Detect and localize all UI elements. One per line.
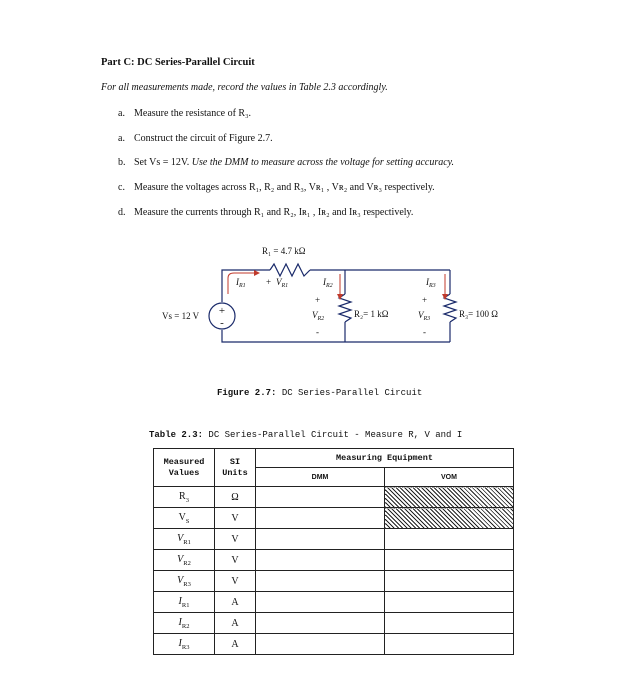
ir3-label: $I_{R3}$ — [426, 277, 436, 289]
vr2-label: $V_{R2}$ — [312, 310, 325, 322]
step-letter: a. — [118, 133, 125, 144]
step-text: Measure the voltages across R₁, R₂ and R₃, Vʀ₁ , Vʀ₂ and Vʀ₃ respectively. — [134, 182, 435, 193]
header-si-units: SI Units — [215, 449, 256, 487]
measured-quantity — [154, 550, 215, 571]
si-unit: V — [215, 571, 256, 592]
circuit-wires — [222, 270, 450, 342]
si-unit: A — [215, 592, 256, 613]
vom-value-cell[interactable] — [385, 529, 514, 550]
dmm-value-cell[interactable] — [256, 592, 385, 613]
vom-value-cell[interactable] — [385, 550, 514, 571]
circuit-diagram — [150, 238, 510, 368]
measured-quantity — [154, 487, 215, 508]
table-row — [154, 487, 514, 508]
si-unit: A — [215, 634, 256, 655]
table-row — [154, 634, 514, 655]
vom-value-cell[interactable] — [385, 592, 514, 613]
vom-cell-hatched — [385, 487, 514, 508]
si-unit: V — [215, 529, 256, 550]
step-text: Measure the resistance of R₃. — [134, 108, 252, 119]
figure-caption-text: DC Series-Parallel Circuit — [276, 388, 423, 398]
source-minus: - — [220, 317, 224, 329]
vom-cell-hatched — [385, 508, 514, 529]
step-text: Set Vs = 12V. — [134, 157, 192, 168]
table-row — [154, 529, 514, 550]
instruction-text: For all measurements made, record the values in Table 2.3 accordingly. — [101, 82, 388, 93]
si-unit: V — [215, 508, 256, 529]
figure-caption — [217, 388, 422, 398]
step-letter: c. — [118, 182, 125, 193]
si-unit: A — [215, 613, 256, 634]
dmm-value-cell[interactable] — [256, 613, 385, 634]
quantity-symbol: V — [177, 532, 184, 544]
ir2-label: $I_{R2}$ — [323, 277, 333, 289]
si-unit: V — [215, 550, 256, 571]
vom-value-cell[interactable] — [385, 571, 514, 592]
quantity-symbol: R — [179, 490, 186, 502]
measured-quantity — [154, 592, 215, 613]
quantity-symbol: I — [178, 637, 182, 649]
quantity-subscript: R2 — [183, 559, 191, 567]
vr2-plus: + — [315, 295, 321, 305]
ir1-arrowhead-icon — [254, 270, 260, 276]
r1-label: R₁ = 4.7 kΩ — [262, 246, 306, 256]
step-construct-circuit — [118, 133, 273, 144]
source-plus: + — [218, 305, 226, 317]
table-caption-text: DC Series-Parallel Circuit - Measure R, V and I — [203, 430, 463, 440]
step-measure-voltages — [118, 182, 435, 193]
quantity-subscript: R3 — [183, 580, 191, 588]
measured-quantity — [154, 508, 215, 529]
dmm-value-cell[interactable] — [256, 571, 385, 592]
ir1-label: $I_{R1}$ — [236, 277, 246, 289]
step-text-italic: Use the DMM to measure across the voltage for setting accuracy. — [191, 157, 455, 168]
vom-value-cell[interactable] — [385, 634, 514, 655]
quantity-symbol: V — [177, 553, 184, 565]
measurement-table — [153, 448, 514, 655]
quantity-symbol: I — [178, 616, 182, 628]
quantity-subscript: R3 — [181, 643, 190, 651]
step-measure-currents — [118, 207, 413, 218]
step-measure-r3 — [118, 108, 251, 119]
dmm-value-cell[interactable] — [256, 550, 385, 571]
table-row — [154, 613, 514, 634]
step-text: Construct the circuit of Figure 2.7. — [134, 133, 273, 144]
dmm-value-cell[interactable] — [256, 529, 385, 550]
dmm-value-cell[interactable] — [256, 634, 385, 655]
table-caption-label: Table 2.3: — [149, 430, 204, 440]
table-body — [154, 487, 514, 655]
quantity-subscript: 3 — [185, 496, 189, 504]
table-row — [154, 550, 514, 571]
quantity-subscript: R2 — [181, 622, 190, 630]
quantity-symbol: V — [177, 574, 184, 586]
step-letter: d. — [118, 207, 126, 218]
r2-label: R₂= 1 kΩ — [354, 309, 389, 319]
vr3-label: $V_{R3}$ — [418, 310, 431, 322]
vr3-minus: - — [423, 327, 426, 337]
si-unit: Ω — [215, 487, 256, 508]
vom-value-cell[interactable] — [385, 613, 514, 634]
quantity-subscript: R1 — [181, 601, 190, 609]
table-row — [154, 508, 514, 529]
quantity-subscript: R1 — [183, 538, 191, 546]
measured-quantity — [154, 634, 215, 655]
dmm-value-cell[interactable] — [256, 487, 385, 508]
step-text: Measure the currents through R₁ and R₂, Iʀ₁ , Iʀ₂ and Iʀ₃ respectively. — [134, 207, 414, 218]
step-letter: b. — [118, 157, 126, 168]
vr2-minus: - — [316, 327, 319, 337]
measured-quantity — [154, 571, 215, 592]
header-vom: VOM — [385, 468, 514, 487]
r1-resistor-icon — [270, 264, 310, 276]
vr3-plus: + — [422, 295, 428, 305]
measured-quantity — [154, 613, 215, 634]
figure-caption-label: Figure 2.7: — [217, 388, 277, 398]
header-dmm: DMM — [256, 468, 385, 487]
header-measured-values: Measured Values — [154, 449, 215, 487]
header-measuring-equipment: Measuring Equipment — [256, 449, 514, 468]
quantity-symbol: V — [178, 511, 186, 523]
part-title: Part C: DC Series-Parallel Circuit — [101, 57, 255, 68]
table-caption — [149, 430, 462, 440]
vr1-label: $V_{R1}$ — [276, 277, 289, 289]
dmm-value-cell[interactable] — [256, 508, 385, 529]
source-label: Vs = 12 V — [162, 311, 200, 321]
step-letter: a. — [118, 108, 125, 119]
quantity-subscript: S — [185, 517, 190, 525]
vr1-plus: + — [266, 277, 272, 287]
step-set-vs — [118, 157, 454, 168]
measured-quantity — [154, 529, 215, 550]
quantity-symbol: I — [178, 595, 182, 607]
table-row — [154, 592, 514, 613]
r3-label: R₃= 100 Ω — [459, 309, 498, 319]
table-row — [154, 571, 514, 592]
